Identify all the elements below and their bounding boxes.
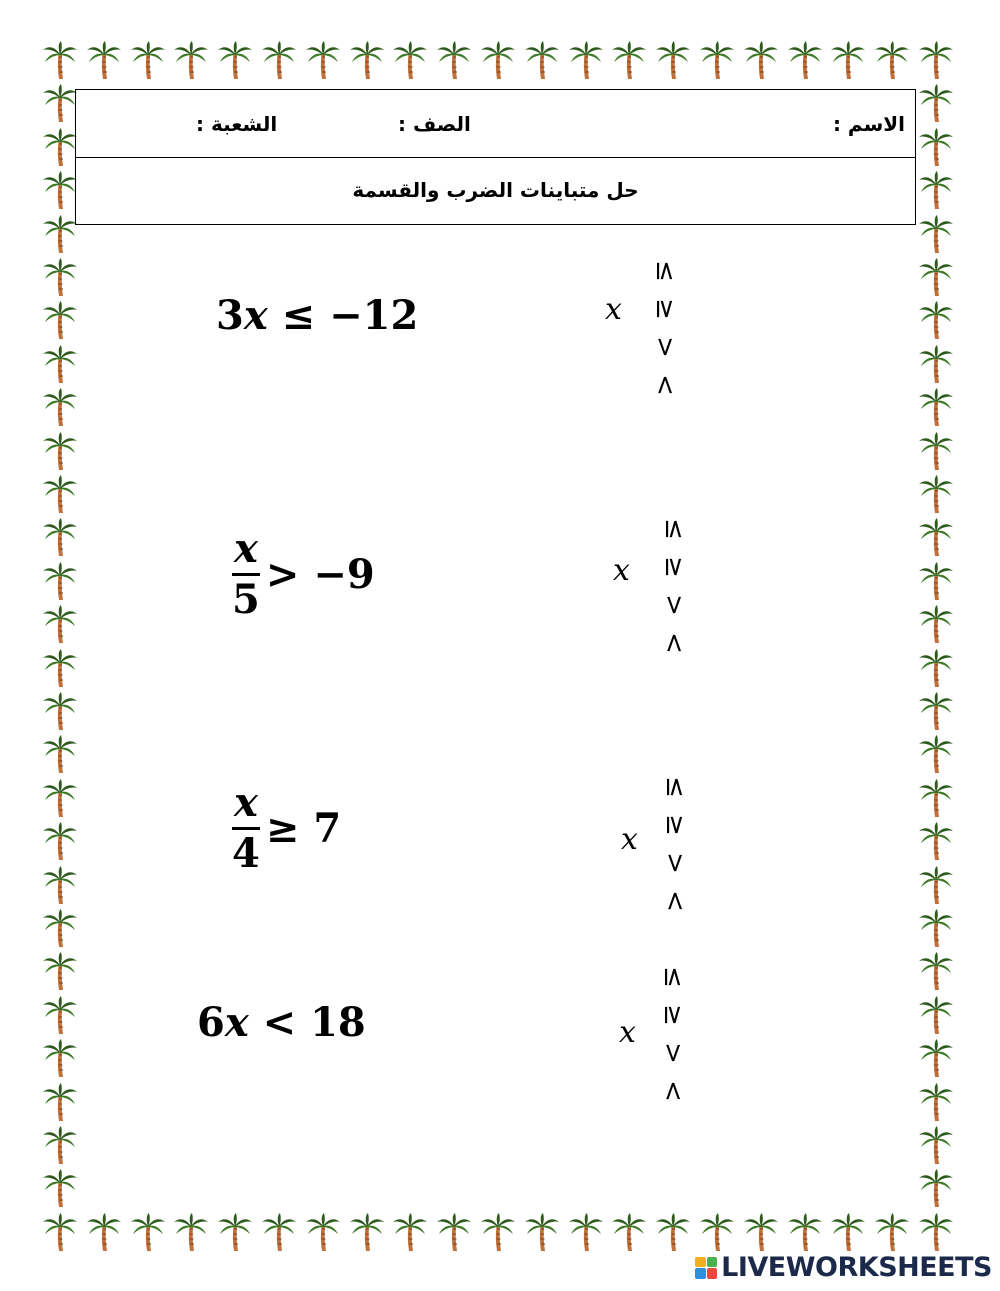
problem-2-inequality [232, 525, 375, 623]
answer-3-symbol-choices[interactable] [660, 768, 690, 920]
palm-tree-icon [86, 40, 122, 80]
palm-tree-icon [86, 1212, 122, 1252]
palm-tree-icon [918, 1168, 954, 1208]
answer-3-option-ge[interactable]: ≥ [660, 814, 690, 836]
palm-tree-icon [918, 691, 954, 731]
answer-3-option-le[interactable]: ≤ [660, 776, 690, 798]
problem-1-operator: ≤ [281, 292, 316, 339]
palm-tree-icon [568, 40, 604, 80]
palm-tree-icon [918, 431, 954, 471]
palm-tree-icon [42, 40, 78, 80]
palm-tree-icon [42, 908, 78, 948]
palm-tree-icon [42, 561, 78, 601]
palm-tree-icon [918, 648, 954, 688]
palm-tree-icon [42, 648, 78, 688]
problem-3-numerator: x [232, 783, 260, 830]
answer-1-option-ge[interactable]: ≥ [650, 298, 680, 320]
problem-2-fraction [232, 525, 260, 623]
palm-tree-icon [568, 1212, 604, 1252]
palm-tree-icon [42, 431, 78, 471]
answer-3-variable: x [621, 822, 638, 857]
answer-1-symbol-choices[interactable] [650, 252, 680, 404]
answer-2-variable: x [613, 553, 630, 588]
liveworksheets-logo-icon [695, 1257, 717, 1279]
palm-tree-icon [787, 1212, 823, 1252]
problem-4-variable: x [224, 999, 249, 1046]
palm-tree-icon [918, 344, 954, 384]
palm-tree-icon [217, 1212, 253, 1252]
palm-tree-icon [918, 474, 954, 514]
palm-tree-icon [349, 40, 385, 80]
palm-tree-icon [42, 517, 78, 557]
palm-tree-icon [130, 40, 166, 80]
problem-1-rhs: −12 [329, 292, 419, 339]
palm-tree-icon [699, 40, 735, 80]
palm-tree-icon [42, 127, 78, 167]
palm-tree-icon [130, 1212, 166, 1252]
watermark-text: LIVEWORKSHEETS [721, 1252, 992, 1283]
palm-tree-icon [874, 40, 910, 80]
palm-tree-icon [42, 951, 78, 991]
palm-tree-icon [918, 517, 954, 557]
palm-tree-icon [699, 1212, 735, 1252]
answer-2-option-le[interactable]: ≤ [659, 518, 689, 540]
palm-tree-icon [918, 908, 954, 948]
problem-1-variable: x [243, 292, 268, 339]
class-label: الصف : [398, 112, 471, 136]
palm-tree-icon [42, 734, 78, 774]
palm-tree-icon [42, 995, 78, 1035]
problem-2-numerator: x [232, 529, 260, 576]
palm-tree-icon [918, 995, 954, 1035]
answer-1-option-le[interactable]: ≤ [650, 260, 680, 282]
answer-3-option-lt[interactable]: < [660, 890, 690, 912]
palm-tree-icon [480, 1212, 516, 1252]
palm-tree-icon [42, 344, 78, 384]
problem-3-inequality [232, 779, 342, 877]
palm-tree-icon [392, 1212, 428, 1252]
palm-tree-icon [349, 1212, 385, 1252]
answer-2-symbol-choices[interactable] [659, 510, 689, 662]
palm-tree-icon [918, 170, 954, 210]
palm-tree-icon [918, 821, 954, 861]
palm-tree-icon [436, 40, 472, 80]
answer-4-option-ge[interactable]: ≥ [658, 1004, 688, 1026]
palm-tree-icon [392, 40, 428, 80]
palm-tree-icon [42, 691, 78, 731]
palm-tree-icon [42, 1082, 78, 1122]
palm-tree-icon [611, 40, 647, 80]
palm-tree-icon [830, 40, 866, 80]
answer-4-option-le[interactable]: ≤ [658, 966, 688, 988]
palm-tree-icon [305, 40, 341, 80]
palm-tree-icon [918, 214, 954, 254]
palm-tree-icon [918, 734, 954, 774]
answer-1-option-lt[interactable]: < [650, 374, 680, 396]
palm-tree-icon [42, 257, 78, 297]
palm-tree-icon [918, 561, 954, 601]
palm-tree-icon [524, 1212, 560, 1252]
palm-tree-icon [305, 1212, 341, 1252]
answer-2-option-lt[interactable]: < [659, 632, 689, 654]
problem-3-rhs: 7 [313, 804, 342, 852]
palm-tree-icon [743, 1212, 779, 1252]
palm-tree-icon [918, 127, 954, 167]
palm-tree-icon [918, 865, 954, 905]
problem-3-fraction [232, 779, 260, 877]
name-label: الاسم : [832, 112, 905, 136]
answer-2-option-ge[interactable]: ≥ [659, 556, 689, 578]
palm-tree-icon [918, 387, 954, 427]
liveworksheets-watermark [695, 1252, 992, 1283]
palm-tree-icon [173, 40, 209, 80]
problem-4-operator: < [262, 999, 297, 1046]
header-box [75, 89, 916, 225]
palm-tree-icon [655, 40, 691, 80]
problem-4-rhs: 18 [310, 999, 366, 1046]
problem-2-rhs: −9 [313, 550, 375, 598]
palm-tree-icon [42, 300, 78, 340]
palm-tree-icon [918, 1038, 954, 1078]
palm-tree-icon [918, 83, 954, 123]
problem-3-denominator: 4 [232, 830, 260, 877]
palm-tree-icon [918, 257, 954, 297]
header-divider [76, 157, 915, 158]
problem-2-denominator: 5 [232, 576, 260, 623]
palm-tree-icon [42, 1212, 78, 1252]
problem-4-inequality [197, 999, 366, 1046]
answer-4-option-lt[interactable]: < [658, 1080, 688, 1102]
palm-tree-icon [42, 604, 78, 644]
palm-tree-icon [42, 778, 78, 818]
palm-tree-icon [42, 865, 78, 905]
answer-4-symbol-choices[interactable] [658, 958, 688, 1110]
problem-4-coefficient: 6 [197, 999, 225, 1046]
palm-tree-icon [42, 821, 78, 861]
palm-tree-icon [42, 1168, 78, 1208]
palm-tree-icon [42, 1038, 78, 1078]
palm-tree-icon [918, 1212, 954, 1252]
problem-1-coefficient: 3 [216, 292, 244, 339]
answer-1-option-gt[interactable]: > [650, 336, 680, 358]
section-label: الشعبة : [196, 112, 278, 136]
palm-tree-icon [42, 83, 78, 123]
answer-3-option-gt[interactable]: > [660, 852, 690, 874]
palm-tree-icon [874, 1212, 910, 1252]
answer-4-variable: x [619, 1015, 636, 1050]
problem-1-inequality [216, 292, 419, 339]
palm-tree-icon [42, 387, 78, 427]
palm-tree-icon [524, 40, 560, 80]
palm-tree-icon [436, 1212, 472, 1252]
palm-tree-icon [918, 778, 954, 818]
palm-tree-icon [787, 40, 823, 80]
palm-tree-icon [655, 1212, 691, 1252]
palm-tree-icon [173, 1212, 209, 1252]
palm-tree-icon [918, 300, 954, 340]
answer-1-variable: x [605, 292, 622, 327]
palm-tree-icon [611, 1212, 647, 1252]
palm-tree-icon [261, 40, 297, 80]
answer-4-option-gt[interactable]: > [658, 1042, 688, 1064]
problem-3-operator: ≥ [265, 804, 300, 852]
palm-tree-icon [918, 604, 954, 644]
palm-tree-icon [261, 1212, 297, 1252]
answer-2-option-gt[interactable]: > [659, 594, 689, 616]
palm-tree-icon [918, 951, 954, 991]
worksheet-title: حل متباينات الضرب والقسمة [352, 178, 639, 202]
palm-tree-icon [918, 1082, 954, 1122]
palm-tree-icon [830, 1212, 866, 1252]
palm-tree-icon [217, 40, 253, 80]
palm-tree-icon [918, 1125, 954, 1165]
palm-tree-icon [42, 170, 78, 210]
palm-tree-icon [42, 474, 78, 514]
palm-tree-icon [918, 40, 954, 80]
palm-tree-icon [743, 40, 779, 80]
problem-2-operator: > [265, 550, 300, 598]
palm-tree-icon [42, 214, 78, 254]
palm-tree-icon [480, 40, 516, 80]
palm-tree-icon [42, 1125, 78, 1165]
